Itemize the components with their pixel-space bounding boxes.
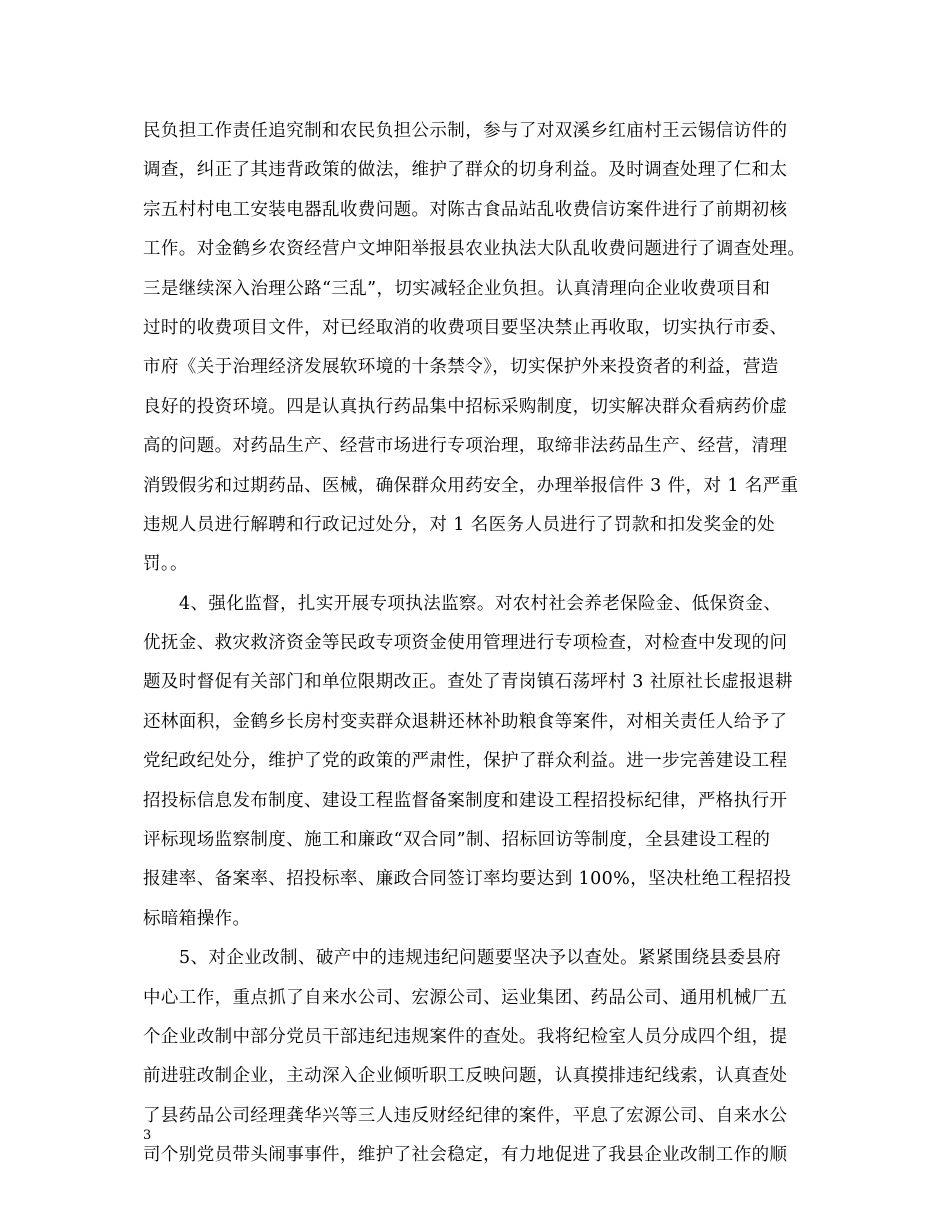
body-text [143, 112, 833, 1176]
text-line: 还林面积，金鹤乡长房村变卖群众退耕还林补助粮食等案件，对相关责任人给予了 [143, 711, 788, 732]
text-line: 市府《关于治理经济发展软环境的十条禁令》，切实保护外来投资者的利益，营造 [143, 357, 779, 378]
paragraph-start-line: 5、对企业改制、破产中的违规违纪问题要坚决予以查处。紧紧围绕县委县府 [179, 948, 782, 969]
text-line: 招投标信息发布制度、建设工程监督备案制度和建设工程招投标纪律，严格执行开 [143, 790, 788, 811]
text-line: 前进驻改制企业，主动深入企业倾听职工反映问题，认真摸排违纪线索，认真查处 [143, 1066, 788, 1087]
text-line: 题及时督促有关部门和单位限期改正。查处了青岗镇石荡坪村 3 社原社长虚报退耕 [143, 672, 793, 693]
text-line: 三是继续深入治理公路“三乱”，切实减轻企业负担。认真清理向企业收费项目和 [143, 278, 771, 299]
text-line: 党纪政纪处分，维护了党的政策的严肃性，保护了群众利益。进一步完善建设工程 [143, 751, 788, 772]
text-line: 报建率、备案率、招投标率、廉政合同签订率均要达到 100%，坚决杜绝工程招投 [143, 869, 792, 890]
text-line: 高的问题。对药品生产、经营市场进行专项治理，取缔非法药品生产、经营，清理 [143, 436, 788, 457]
text-line: 消毁假劣和过期药品、医械，确保群众用药安全，办理举报信件 3 件，对 1 名严重 [143, 475, 799, 496]
text-line: 工作。对金鹤乡农资经营户文坤阳举报县农业执法大队乱收费问题进行了调查处理。 [143, 239, 806, 260]
text-line: 个企业改制中部分党员干部违纪违规案件的查处。我将纪检室人员分成四个组，提 [143, 1026, 788, 1047]
text-line: 优抚金、救灾救济资金等民政专项资金使用管理进行专项检查，对检查中发现的问 [143, 633, 788, 654]
text-line: 良好的投资环境。四是认真执行药品集中招标采购制度，切实解决群众看病药价虚 [143, 396, 788, 417]
text-line: 过时的收费项目文件，对已经取消的收费项目要坚决禁止再收取，切实执行市委、 [143, 317, 788, 338]
paragraph-start-line: 4、强化监督，扎实开展专项执法监察。对农村社会养老保险金、低保资金、 [179, 593, 782, 614]
text-line: 违规人员进行解聘和行政记过处分，对 1 名医务人员进行了罚款和扣发奖金的处 [143, 514, 776, 535]
text-line: 评标现场监察制度、施工和廉政“双合同”制、招标回访等制度，全县建设工程的 [143, 830, 771, 851]
text-line: 宗五村村电工安装电器乱收费问题。对陈古食品站乱收费信访案件进行了前期初核 [143, 199, 788, 220]
text-line: 中心工作，重点抓了自来水公司、宏源公司、运业集团、药品公司、通用机械厂五 [143, 987, 788, 1008]
text-line: 罚。。 [143, 554, 188, 575]
text-line: 标暗箱操作。 [143, 908, 251, 929]
text-line: 民负担工作责任追究制和农民负担公示制，参与了对双溪乡红庙村王云锡信访件的 [143, 121, 788, 141]
page-number: 3 [143, 1128, 152, 1143]
text-line: 了县药品公司经理龚华兴等三人违反财经纪律的案件，平息了宏源公司、自来水公 [143, 1105, 788, 1126]
text-line: 司个别党员带头闹事事件，维护了社会稳定，有力地促进了我县企业改制工作的顺 [143, 1145, 788, 1166]
text-line: 调查，纠正了其违背政策的做法，维护了群众的切身利益。及时调查处理了仁和太 [143, 160, 788, 181]
